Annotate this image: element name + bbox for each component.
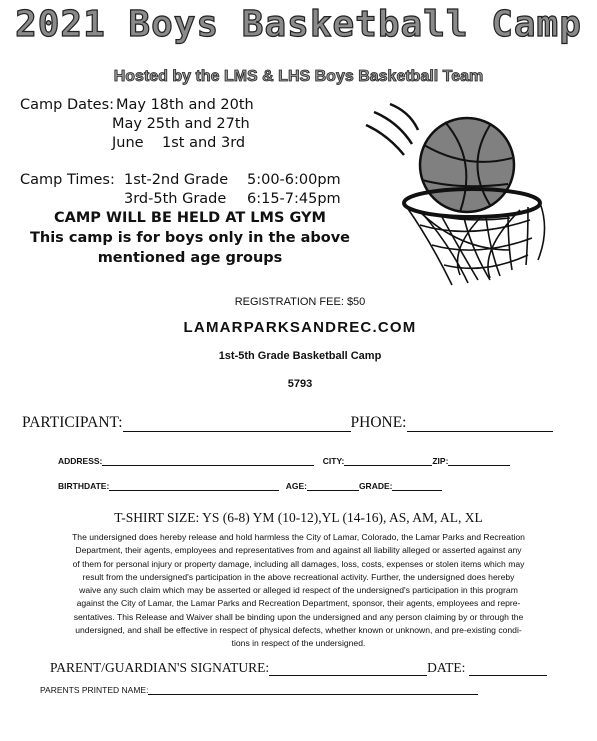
printed-name-field[interactable] <box>148 685 478 695</box>
time-row-2-grade: 3rd-5th Grade <box>124 191 227 207</box>
phone-label: PHONE: <box>350 414 407 431</box>
address-field[interactable] <box>102 455 314 466</box>
camp-date-line-1: May 18th and 20th <box>116 97 254 113</box>
tshirt-sizes: T-SHIRT SIZE: YS (6-8) YM (10-12),YL (14-16), AS, AM, AL, XL <box>114 510 483 525</box>
waiver-line: against the City of Lamar, the Lamar Parks and Recreation Department, sponsor, their agents, employees and repre- <box>76 598 521 609</box>
program-name: 1st-5th Grade Basketball Camp <box>218 350 382 362</box>
city-label: CITY: <box>322 456 345 466</box>
participant-label: PARTICIPANT: <box>22 414 123 431</box>
waiver-line: of them for personal injury or property damage, including all damages, loss, costs, expenses or stolen items which may <box>72 558 525 569</box>
zip-field[interactable] <box>448 455 510 466</box>
eligibility-line-2: mentioned age groups <box>97 250 283 266</box>
waiver-text <box>22 531 575 651</box>
camp-dates-label: Camp Dates: <box>20 97 115 113</box>
waiver-line: waive any such claim which may be asserted or alleged id respect of the undersigned's participation in this program <box>79 585 518 596</box>
time-row-1-time: 5:00-6:00pm <box>247 172 341 188</box>
waiver-line: The undersigned does hereby release and hold harmless the City of Lamar, Colorado, the Lamar Parks and Recreation <box>72 532 525 542</box>
zip-label: ZIP: <box>432 456 449 466</box>
participant-field[interactable] <box>123 417 351 432</box>
page-title: 2021 Boys Basketball Camp <box>15 4 582 45</box>
camp-location: CAMP WILL BE HELD AT LMS GYM <box>54 210 326 226</box>
age-field[interactable] <box>307 480 359 491</box>
website-link[interactable]: LAMARPARKSANDREC.COM <box>183 319 417 336</box>
camp-times-label: Camp Times: <box>20 172 115 188</box>
signature-label: PARENT/GUARDIAN'S SIGNATURE: <box>50 660 270 675</box>
date-field[interactable] <box>469 661 547 676</box>
birthdate-label: BIRTHDATE: <box>58 481 110 491</box>
time-row-1-grade: 1st-2nd Grade <box>124 172 229 188</box>
waiver-line: result from the undersigned's participation in the above recreational activity. Further, the undersigned does hereby <box>82 571 515 582</box>
printed-name-label: PARENTS PRINTED NAME: <box>40 685 149 695</box>
waiver-line: Department, their agents, employees and representatives from and against all liability alleged or asserted against any <box>75 545 522 556</box>
activity-code: 5793 <box>287 378 313 390</box>
eligibility-line-1: This camp is for boys only in the above <box>30 230 351 246</box>
date-label: DATE: <box>427 660 466 675</box>
phone-field[interactable] <box>407 417 553 432</box>
address-label: ADDRESS: <box>58 456 103 466</box>
registration-fee: REGISTRATION FEE: $50 <box>234 296 366 308</box>
city-field[interactable] <box>344 455 432 466</box>
grade-field[interactable] <box>392 480 442 491</box>
waiver-line: sentatives. This Release and Waiver shall be binding upon the undersigned and any person claiming by or through the <box>73 611 524 622</box>
waiver-line: tions in respect of the undersigned. <box>231 638 366 649</box>
grade-label: GRADE: <box>358 481 393 491</box>
time-row-2-time: 6:15-7:45pm <box>247 191 341 207</box>
camp-date-line-3: June 1st and 3rd <box>112 135 246 151</box>
signature-field[interactable] <box>269 661 427 676</box>
waiver-line: undersigned, and shall be effective in respect of physical defects, whether known or unknown, and pre-existing condi- <box>75 625 522 636</box>
age-label: AGE: <box>285 481 307 491</box>
page-subtitle: Hosted by the LMS & LHS Boys Basketball Team <box>113 68 484 85</box>
birthdate-field[interactable] <box>109 480 279 491</box>
basketball-hoop-illustration <box>360 100 575 290</box>
camp-date-line-2: May 25th and 27th <box>112 116 250 132</box>
